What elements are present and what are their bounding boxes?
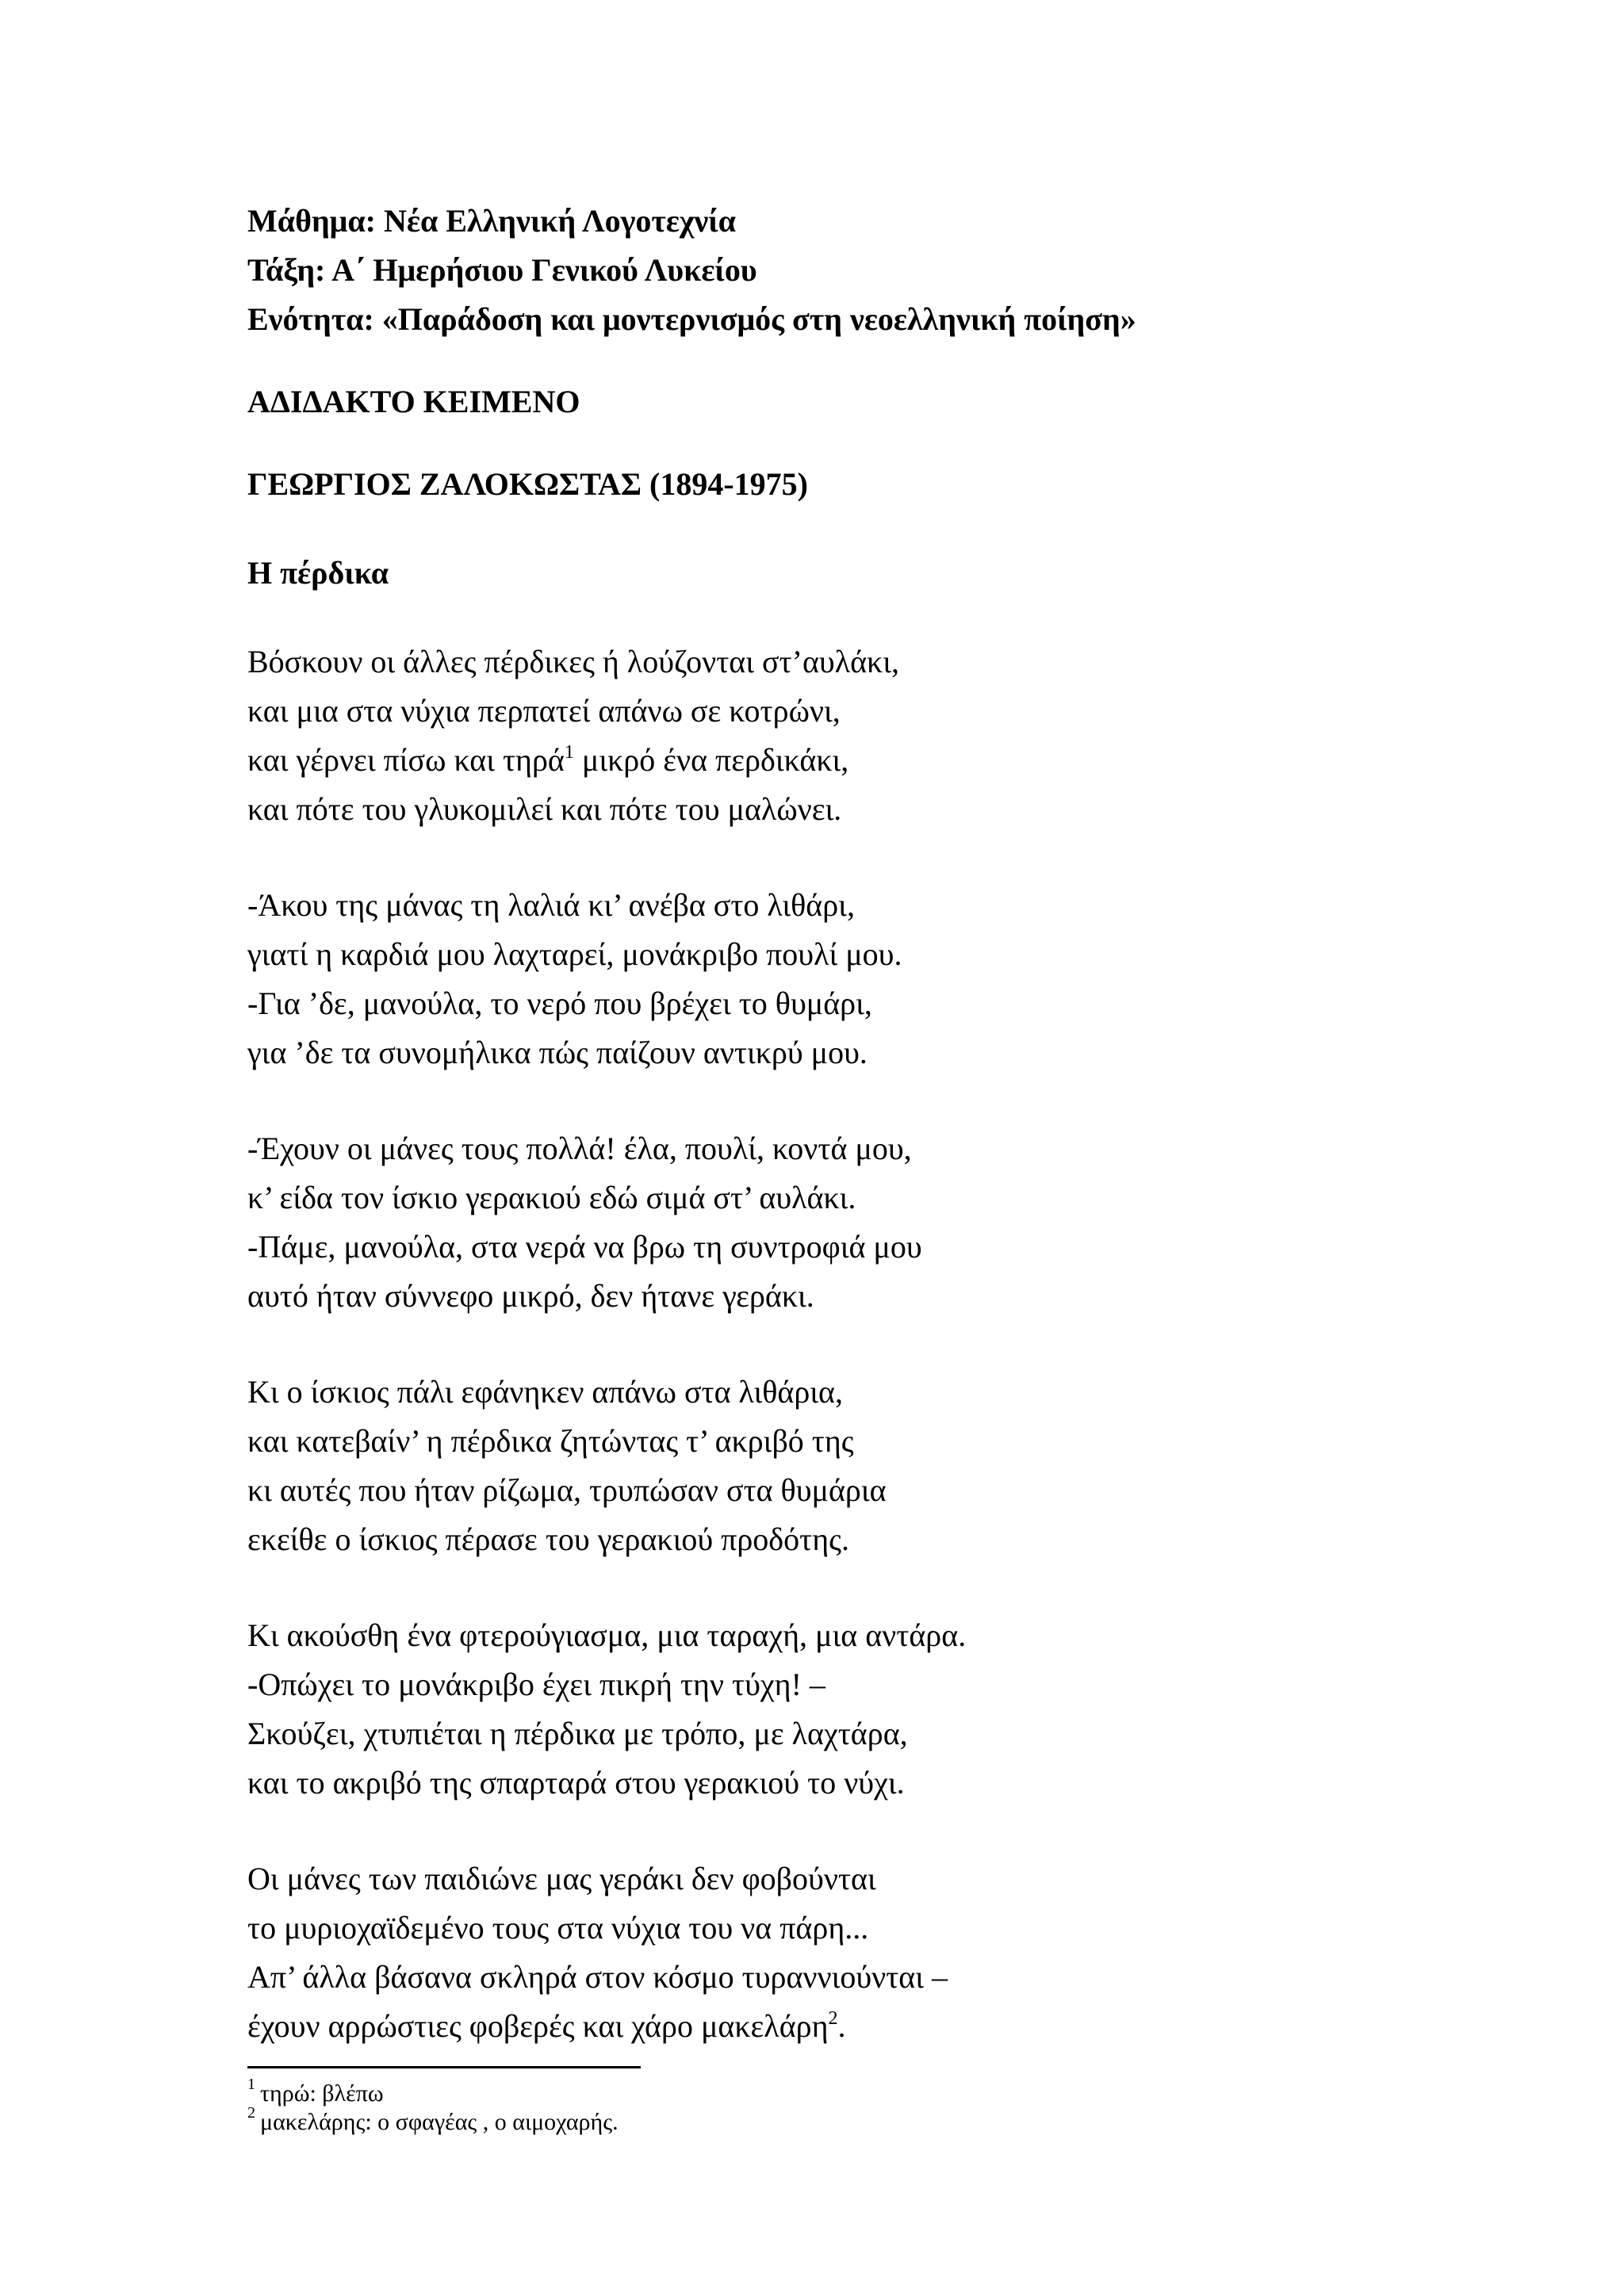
verse-line: -Άκου της μάνας τη λαλιά κι’ ανέβα στο λιθάρι,: [247, 887, 855, 923]
verse-line: -Για ’δε, μανούλα, το νερό που βρέχει το θυμάρι,: [247, 985, 872, 1021]
author-heading: ΓΕΩΡΓΙΟΣ ΖΑΛΟΚΩΣΤΑΣ (1894-1975): [247, 466, 808, 502]
verse-line: αυτό ήταν σύννεφο μικρό, δεν ήτανε γεράκι.: [247, 1278, 814, 1314]
verse-text: μικρό ένα περδικάκι,: [573, 742, 849, 778]
verse-line: Οι μάνες των παιδιώνε μας γεράκι δεν φοβούνται: [247, 1861, 876, 1896]
footnote-text: μακελάρης: ο σφαγέας , ο αιμοχαρής.: [260, 2109, 619, 2135]
verse-line: Κι ο ίσκιος πάλι εφάνηκεν απάνω στα λιθάρια,: [247, 1374, 844, 1410]
verse-line: και πότε του γλυκομιλεί και πότε του μαλώνει.: [247, 791, 842, 827]
verse-text: έχουν αρρώστιες φοβερές και χάρο μακελάρη: [247, 2008, 829, 2044]
verse-line: -Οπώχει το μονάκριβο έχει πικρή την τύχη! –: [247, 1667, 825, 1702]
course-line: Μάθημα: Νέα Ελληνική Λογοτεχνία: [247, 203, 736, 239]
verse-line: Κι ακούσθη ένα φτερούγιασμα, μια ταραχή, μια αντάρα.: [247, 1617, 967, 1653]
verse-line: και κατεβαίν’ η πέρδικα ζητώντας τ’ ακριβό της: [247, 1423, 854, 1459]
verse-text: και γέρνει πίσω και τηρά: [247, 742, 565, 778]
footnotes: [247, 2076, 1437, 2137]
verse-line: Απ’ άλλα βάσανα σκληρά στον κόσμο τυραννιούνται –: [247, 1959, 948, 1995]
unit-line: Ενότητα: «Παράδοση και μοντερνισμός στη νεοελληνική ποίηση»: [247, 301, 1136, 337]
footnote-marker-2: 2: [828, 2007, 838, 2029]
document-page: [247, 197, 1437, 2137]
stanza-1: [247, 637, 1437, 834]
verse-line: κ’ είδα τον ίσκιο γερακιού εδώ σιμά στ’ αυλάκι.: [247, 1180, 856, 1215]
verse-line: Σκούζει, χτυπιέται η πέρδικα με τρόπο, με λαχτάρα,: [247, 1716, 908, 1751]
poem-body: [247, 637, 1437, 2051]
footnote-marker-1: 1: [564, 741, 574, 763]
verse-line: εκείθε ο ίσκιος πέρασε του γερακιού προδότης.: [247, 1521, 849, 1557]
section-heading: ΑΔΙΔΑΚΤΟ ΚΕΙΜΕΝΟ: [247, 384, 580, 419]
verse-line: [247, 2002, 1437, 2051]
stanza-6: [247, 1854, 1437, 2051]
footnote-number: 1: [247, 2076, 255, 2093]
footnote-separator: [247, 2066, 641, 2068]
verse-line: γιατί η καρδιά μου λαχταρεί, μονάκριβο πουλί μου.: [247, 936, 902, 972]
verse-line: Βόσκουν οι άλλες πέρδικες ή λούζονται στ’αυλάκι,: [247, 644, 899, 679]
poem-title: Η πέρδικα: [247, 555, 389, 591]
verse-line: και το ακριβό της σπαρταρά στου γερακιού το νύχι.: [247, 1765, 905, 1800]
stanza-5: [247, 1611, 1437, 1808]
footnote-text: τηρώ: βλέπω: [260, 2080, 384, 2107]
verse-line: [247, 736, 1437, 785]
verse-line: και μια στα νύχια περπατεί απάνω σε κοτρώνι,: [247, 693, 841, 729]
verse-line: κι αυτές που ήταν ρίζωμα, τρυπώσαν στα θυμάρια: [247, 1472, 887, 1508]
verse-line: -Έχουν οι μάνες τους πολλά! έλα, πουλί, κοντά μου,: [247, 1131, 912, 1166]
footnote-1: [247, 2076, 1437, 2108]
verse-line: για ’δε τα συνομήλικα πώς παίζουν αντικρύ μου.: [247, 1035, 868, 1070]
stanza-3: [247, 1124, 1437, 1321]
stanza-4: [247, 1368, 1437, 1564]
verse-text: .: [837, 2008, 846, 2044]
footnote-number: 2: [247, 2104, 255, 2122]
verse-line: το μυριοχαϊδεμένο τους στα νύχια του να πάρη...: [247, 1910, 869, 1946]
verse-line: -Πάμε, μανούλα, στα νερά να βρω τη συντροφιά μου: [247, 1229, 922, 1265]
stanza-2: [247, 881, 1437, 1077]
footnote-2: [247, 2104, 1437, 2137]
grade-line: Τάξη: Α΄ Ημερήσιου Γενικού Λυκείου: [247, 252, 757, 288]
